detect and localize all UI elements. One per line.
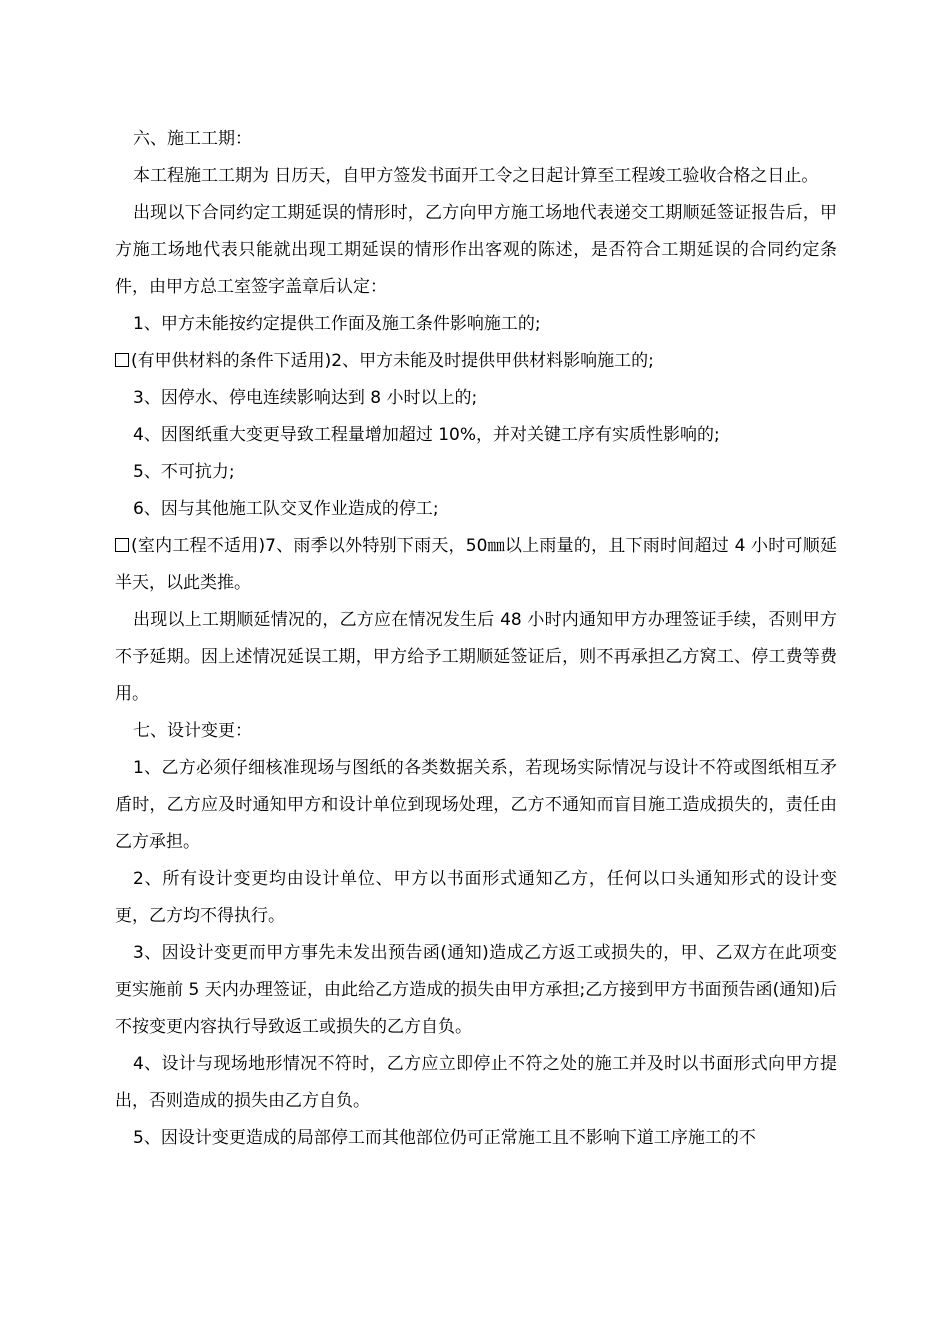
design-change-item-2: 2、所有设计变更均由设计单位、甲方以书面形式通知乙方，任何以口头通知形式的设计变更，乙方均不得执行。: [115, 869, 837, 926]
delay-item-4: 4、因图纸重大变更导致工程量增加超过 10%，并对关键工序有实质性影响的;: [133, 425, 720, 445]
delay-item-2-text: (有甲供材料的条件下适用)2、甲方未能及时提供甲供材料影响施工的;: [131, 351, 654, 371]
delay-item-2: [115, 343, 837, 380]
design-change-item-3: 3、因设计变更而甲方事先未发出预告函(通知)造成乙方返工或损失的，甲、乙双方在此项变更实施前 5 天内办理签证，由此给乙方造成的损失由甲方承担;乙方接到甲方书面预告函(通知)后不按变更内容执行导致返工或损失的乙方自负。: [115, 943, 837, 1037]
paragraph-construction-period: 本工程施工工期为 日历天，自甲方签发书面开工令之日起计算至工程竣工验收合格之日止。: [133, 166, 819, 186]
design-change-item-4: 4、设计与现场地形情况不符时，乙方应立即停止不符之处的施工并及时以书面形式向甲方提出，否则造成的损失由乙方自负。: [115, 1054, 837, 1111]
delay-item-1: 1、甲方未能按约定提供工作面及施工条件影响施工的;: [133, 314, 541, 334]
design-change-item-5: 5、因设计变更造成的局部停工而其他部位仍可正常施工且不影响下道工序施工的不: [133, 1128, 756, 1148]
section-heading-construction-period: 六、施工工期：: [133, 129, 252, 149]
delay-item-5: 5、不可抗力;: [133, 462, 235, 482]
delay-item-3: 3、因停水、停电连续影响达到 8 小时以上的;: [133, 388, 478, 408]
delay-item-7: [115, 528, 837, 602]
checkbox-icon[interactable]: [115, 353, 129, 367]
delay-item-7-text: (室内工程不适用)7、雨季以外特别下雨天，50㎜以上雨量的，且下雨时间超过 4 小时可顺延半天，以此类推。: [115, 536, 837, 593]
paragraph-delay-conditions: 出现以下合同约定工期延误的情形时，乙方向甲方施工场地代表递交工期顺延签证报告后，甲方施工场地代表只能就出现工期延误的情形作出客观的陈述，是否符合工期延误的合同约定条件，由甲方总工室签字盖章后认定：: [115, 203, 837, 297]
design-change-item-1: 1、乙方必须仔细核准现场与图纸的各类数据关系，若现场实际情况与设计不符或图纸相互矛盾时，乙方应及时通知甲方和设计单位到现场处理，乙方不通知而盲目施工造成损失的，责任由乙方承担。: [115, 758, 837, 852]
checkbox-icon[interactable]: [115, 538, 129, 552]
delay-item-6: 6、因与其他施工队交叉作业造成的停工;: [133, 499, 439, 519]
section-heading-design-changes: 七、设计变更：: [133, 721, 252, 741]
paragraph-extension-procedure: 出现以上工期顺延情况的，乙方应在情况发生后 48 小时内通知甲方办理签证手续，否则甲方不予延期。因上述情况延误工期，甲方给予工期顺延签证后，则不再承担乙方窝工、停工费等费用。: [115, 610, 837, 704]
document-body: [115, 121, 837, 1157]
